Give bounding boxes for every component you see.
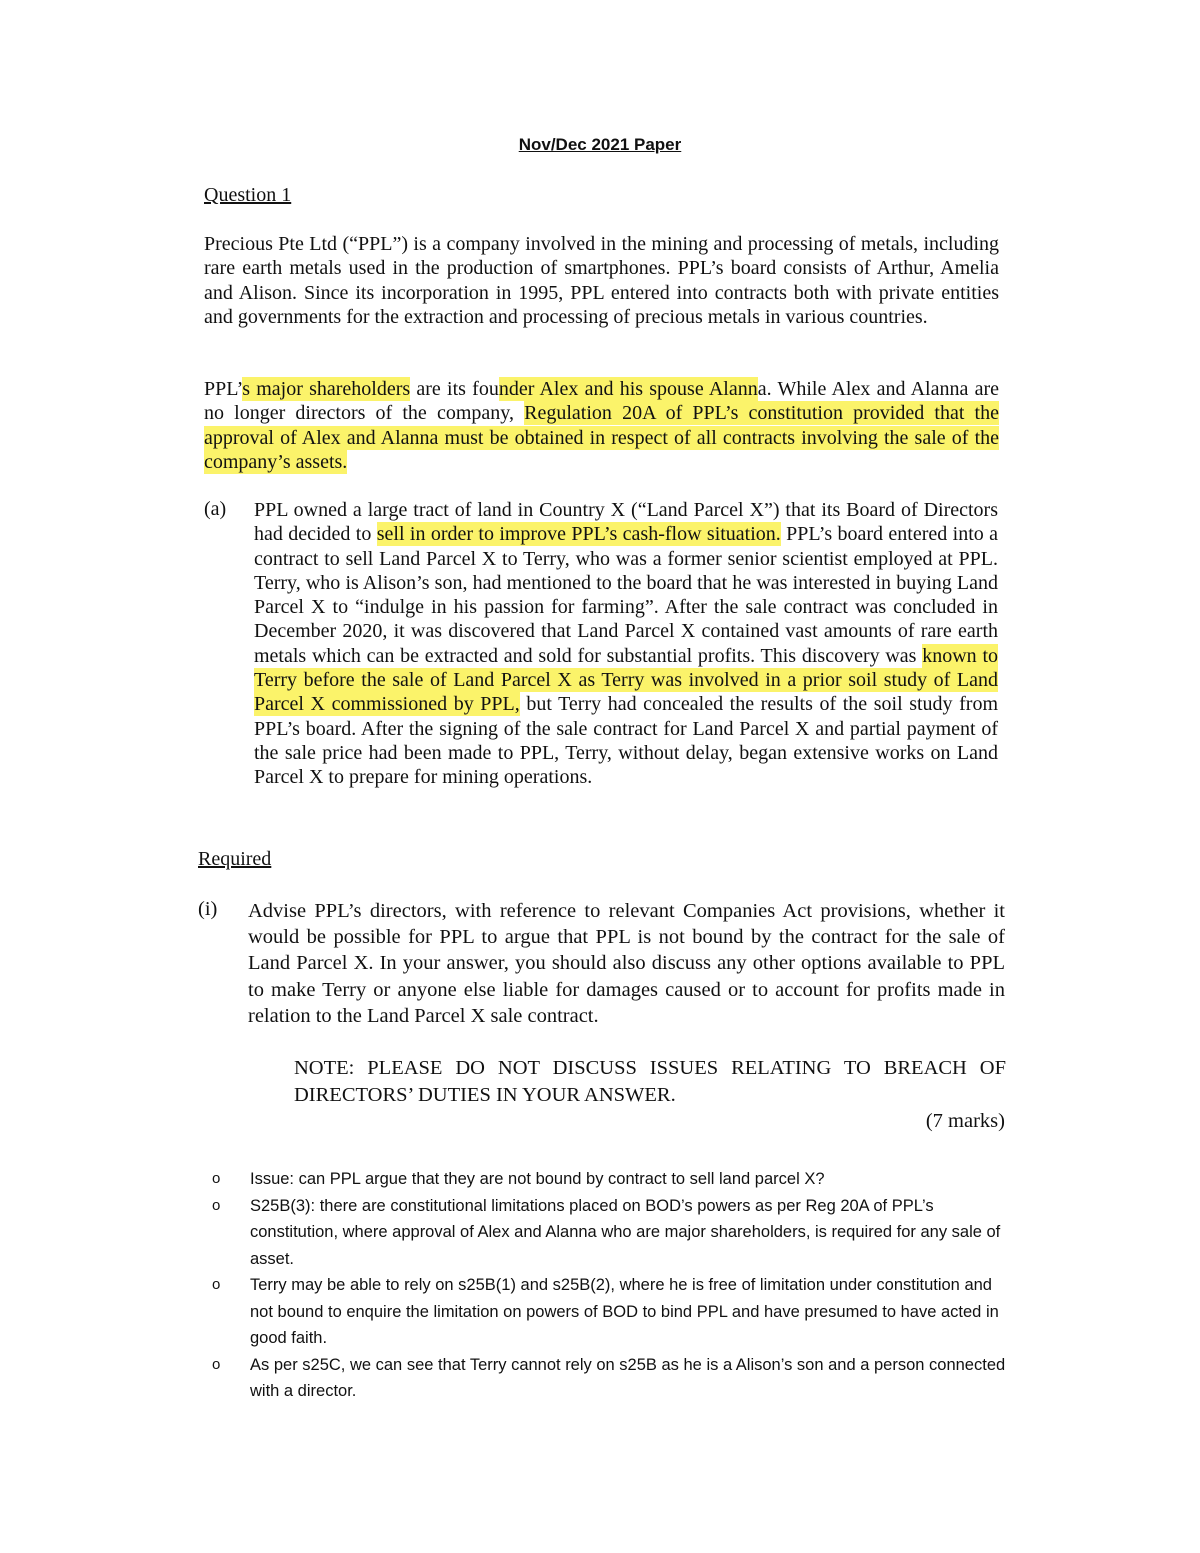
text-run: PPL’ bbox=[204, 378, 243, 400]
highlighted-text: Regulation 20A of PPL’s constitution provided that the approval of Alex and Alanna must be obtained in respect of all contracts involving the sale of the company’s assets. bbox=[204, 402, 999, 473]
bullet-marker: o bbox=[212, 1355, 221, 1373]
bullet-marker: o bbox=[212, 1170, 221, 1187]
intro-paragraph-1 bbox=[204, 232, 999, 329]
bullet-marker: o bbox=[212, 1196, 221, 1214]
list-item-text: As per s25C, we can see that Terry cannot rely on s25B as he is a Alison’s son and a person connected with a director. bbox=[250, 1355, 1006, 1400]
highlighted-text: sell in order to improve PPL’s cash-flow situation. bbox=[376, 523, 781, 546]
list-item bbox=[212, 1352, 1012, 1405]
list-item-text: S25B(3): there are constitutional limitations placed on BOD’s powers as per Reg 20A of PPL’s constitution, where approval of Alex and Alanna who are major shareholders, is required for any sale of asset. bbox=[250, 1196, 1001, 1268]
text-run: a. While Alex and Alanna are no longer directors of the company, bbox=[204, 378, 999, 425]
part-a-label: (a) bbox=[204, 498, 227, 520]
required-question-text: Advise PPL’s directors, with reference to relevant Companies Act provisions, whether it would be possible for PPL to argue that PPL is not bound by the contract for the sale of Land Parcel X. In your answer, you should also discuss any other options available to PPL to make Terry or anyone else liable for damages caused or to account for profits made in relation to the Land Parcel X sale contract. bbox=[248, 900, 1005, 1027]
list-item-text: Terry may be able to rely on s25B(1) and s25B(2), where he is free of limitation under constitution and not bound to enquire the limitation on powers of BOD to bind PPL and have presumed to have acted in good faith. bbox=[250, 1276, 999, 1347]
notes-list bbox=[212, 1166, 1012, 1405]
required-item-label: (i) bbox=[198, 898, 218, 920]
text-run: PPL’s board entered into a contract to sell Land Parcel X to Terry, who was a former senior scientist employed at PPL. Terry, who is Alison’s son, had mentioned to the board that he was interested in buying Land Parcel X to “indulge in his passion for farming”. After the sale contract was concluded in December 2020, it was discovered that Land Parcel X contained vast amounts of rare earth metals which can be extracted and sold for substantial profits. This discovery was bbox=[254, 523, 999, 667]
highlighted-text: nder Alex and his spouse Alann bbox=[498, 378, 758, 400]
bullet-marker: o bbox=[212, 1276, 221, 1293]
intro-paragraph-2 bbox=[204, 377, 999, 474]
list-item bbox=[212, 1193, 1012, 1273]
list-item-text: Issue: can PPL argue that they are not bound by contract to sell land parcel X? bbox=[250, 1170, 825, 1188]
text-run: are its fou bbox=[410, 378, 499, 400]
list-item bbox=[212, 1166, 1012, 1193]
text-run: but Terry had concealed the results of the soil study from PPL’s board. After the signing of the sale contract for Land Parcel X and partial payment of the sale price had been made to PPL, Terry, without delay, began extensive works on Land Parcel X to prepare for mining operations. bbox=[254, 693, 998, 789]
highlighted-text: s major shareholders bbox=[242, 378, 411, 400]
question-heading: Question 1 bbox=[204, 184, 292, 206]
text-run: PPL owned a large tract of land in Country X (“Land Parcel X”) that its Board of Directors had decided to bbox=[254, 499, 998, 546]
intro-text-2 bbox=[204, 377, 999, 474]
marks-label: (7 marks) bbox=[925, 1110, 1005, 1132]
part-a-body bbox=[254, 498, 998, 790]
required-heading: Required bbox=[198, 848, 272, 870]
highlighted-text: known to Terry before the sale of Land Parcel X as Terry was involved in a prior soil study of Land Parcel X commissioned by PPL, bbox=[254, 644, 998, 716]
list-item bbox=[212, 1272, 1012, 1352]
page-title: Nov/Dec 2021 Paper bbox=[518, 135, 682, 154]
intro-text-1: Precious Pte Ltd (“PPL”) is a company involved in the mining and processing of metals, including rare earth metals used in the production of smartphones. PPL’s board consists of Arthur, Amelia and Alison. Since its incorporation in 1995, PPL entered into contracts both with private entities and governments for the extraction and processing of precious metals in various countries. bbox=[204, 233, 999, 328]
note-text: NOTE: PLEASE DO NOT DISCUSS ISSUES RELATING TO BREACH OF DIRECTORS’ DUTIES IN YOUR ANSWER. bbox=[294, 1057, 1006, 1106]
